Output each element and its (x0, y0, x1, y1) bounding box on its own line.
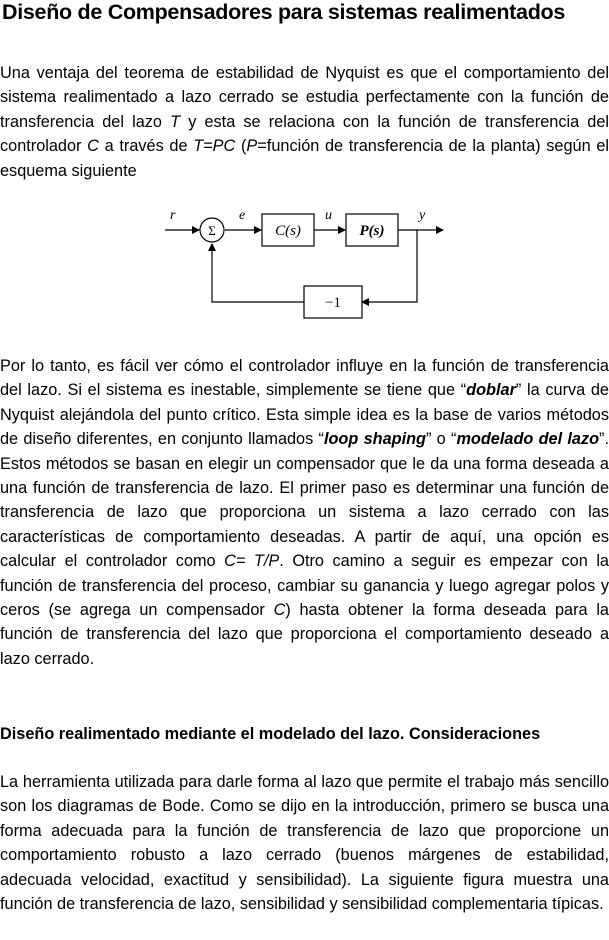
text-run: Por lo tanto, es fácil ver cómo el controlador influye en la función de transferencia del lazo. Si el sistema es inestable, simplemente se tiene que “ (0, 357, 609, 400)
paragraph-loop-shaping (0, 354, 609, 671)
symbol-C: C (273, 601, 286, 620)
text-run: a través de (98, 137, 194, 156)
text-run: ( (235, 137, 247, 156)
text-run: ” o “ (426, 430, 457, 449)
text-run: ” la curva de Nyquist alejándola del punto crítico. Esta simple idea es la base de varios métodos de diseño diferentes, en conjunto llamados “ (0, 381, 609, 449)
formula-C-equals-T-over-P: C= T/P (224, 552, 280, 571)
text-run: ”. Estos métodos se basan en elegir un compensador que le da una forma deseada a una función de transferencia de lazo. El primer paso es determinar una función de transferencia de lazo que proporciona un sistema a lazo cerrado con las características de comportamiento deseadas. A partir de aquí, una opción es calcular el controlador como (0, 430, 609, 571)
feedback-block-diagram (155, 202, 455, 330)
text-run: y esta se relaciona con la función de transferencia del controlador (0, 112, 609, 156)
paragraph-intro (0, 61, 609, 183)
emphasis-loop-shaping: loop shaping (323, 430, 426, 449)
plant-block-label: P(s) (359, 223, 385, 239)
text-run: Una ventaja del teorema de estabilidad de Nyquist es que el comportamiento del sistema realimentado a lazo cerrado se estudia perfectamente con la función de transferencia del lazo (0, 64, 609, 131)
formula-T-equals-PC: T=PC (193, 137, 236, 156)
section-heading: Diseño realimentado mediante el modelado del lazo. Consideraciones (0, 725, 541, 743)
signal-label-r: r (170, 208, 176, 223)
signal-label-u: u (325, 208, 332, 223)
sum-symbol: Σ (208, 223, 216, 238)
emphasis-doblar: doblar (466, 381, 516, 400)
signal-label-e: e (239, 208, 246, 223)
signal-label-y: y (419, 208, 426, 223)
feedback-block-label: −1 (325, 295, 341, 311)
symbol-C: C (87, 137, 99, 156)
text-run: . Otro camino a seguir es empezar con la función de transferencia del proceso, cambiar su ganancia y luego agregar polos y ceros (se agrega un compensador (0, 552, 609, 620)
text-run: =función de transferencia de la planta) según el esquema siguiente (0, 137, 609, 180)
paragraph-bode: La herramienta utilizada para darle forma al lazo que permite el trabajo más sencillo son los diagramas de Bode. Como se dijo en la introducción, primero se busca una forma adecuada para la función de transferencia de lazo que proporcione un comportamiento robusto a lazo cerrado (buenos márgenes de estabilidad, adecuada velocidad, exactitud y sensibilidad). La siguiente figura muestra una función de transferencia de lazo, sensibilidad y sensibilidad complementaria típicas. (0, 773, 609, 914)
text-run: ) hasta obtener la forma deseada para la función de transferencia del lazo que proporciona el comportamiento deseado a lazo cerrado. (0, 601, 609, 668)
symbol-T: T (170, 112, 181, 131)
document-title: Diseño de Compensadores para sistemas realimentados (2, 0, 566, 24)
feedback-path-in (212, 244, 304, 302)
symbol-P: P (246, 137, 258, 156)
controller-block-label: C(s) (275, 223, 301, 239)
emphasis-modelado-del-lazo: modelado del lazo (456, 430, 600, 449)
